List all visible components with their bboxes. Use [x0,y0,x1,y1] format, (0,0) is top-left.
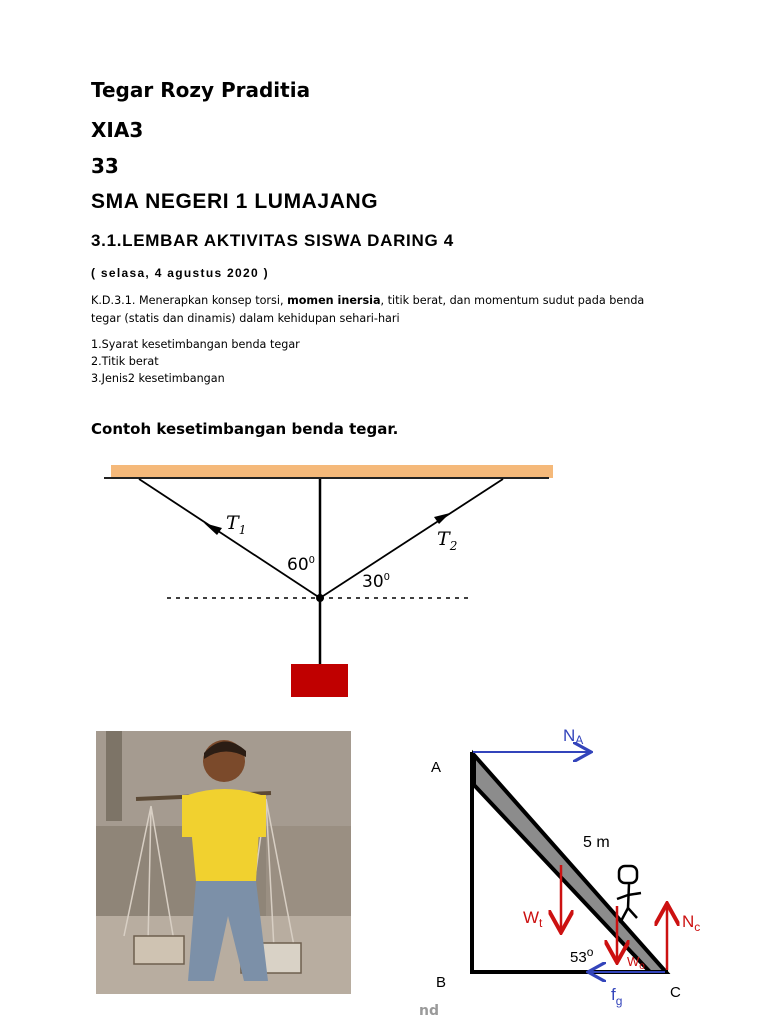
topic-item: 3.Jenis2 kesetimbangan [91,372,225,385]
label-nc: $N_c$ [682,912,701,934]
topic-item: 2.Titik berat [91,355,159,368]
kd-text-2: , titik berat, dan momentum sudut pada benda tegar (statis dan dinamis) dalam kehidupan sehari-hari [91,294,645,325]
worksheet-date: ( selasa, 4 agustus 2020 ) [91,266,269,280]
kd-text-1: K.D.3.1. Menerapkan konsep torsi, [91,294,288,307]
stick-figure [617,866,641,923]
student-class: XIA3 [91,118,144,142]
student-number: 33 [91,154,119,178]
label-t2: $T_2$ [437,528,458,553]
angle-60: $60^0$ [287,555,316,575]
label-c: C [670,984,681,1001]
example-heading: Contoh kesetimbangan benda tegar. [91,420,399,438]
angle-30: $30^0$ [362,572,391,592]
kd-bold-term: momen inersia [287,294,381,307]
label-length: 5 m [583,834,610,851]
worksheet-title: 3.1.LEMBAR AKTIVITAS SISWA DARING 4 [91,231,454,250]
footer-fragment: nd [419,1003,439,1019]
label-na: NA [563,726,584,747]
label-fg: $f_g$ [611,985,623,1008]
ladder-beam [474,755,666,972]
label-a: A [431,759,442,776]
label-wo: $W_o$ [627,954,645,972]
label-b: B [436,974,447,991]
topic-item: 1.Syarat kesetimbangan benda tegar [91,338,300,351]
school-name: SMA NEGERI 1 LUMAJANG [91,190,379,213]
label-t1: $T_1$ [226,512,247,537]
student-name: Tegar Rozy Praditia [91,78,311,102]
label-angle: 53$^o$ [570,945,594,966]
label-wt: $W_t$ [523,908,543,930]
